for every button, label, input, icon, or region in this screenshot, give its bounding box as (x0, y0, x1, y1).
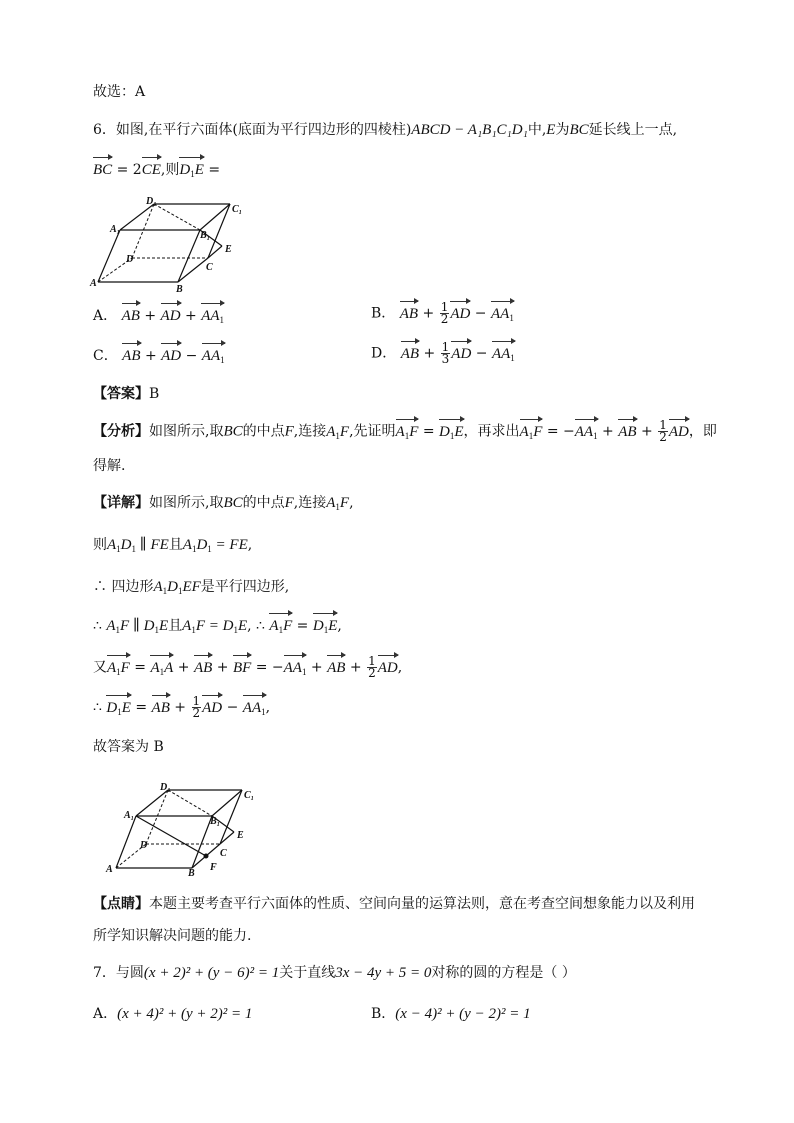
step1-text-a: 则 (93, 537, 107, 553)
fig2-label-d1: D₁ (160, 782, 171, 793)
fig1-edge-bb1 (178, 230, 200, 282)
analysis-text-7: 得解. (93, 458, 126, 474)
q6-option-d[interactable]: D． AB + $\frac{1}{3}$ AD − $AA_1$ (371, 340, 515, 366)
answer-value: B (149, 386, 160, 402)
q6-option-c[interactable]: C． AB + AD − $AA_1$ (93, 346, 225, 370)
q7-line-equation: 3x − 4y + 5 = 0 (335, 965, 432, 981)
fig2-label-b: B (188, 868, 195, 878)
option-d-label: D． (371, 345, 397, 362)
q7-option-a[interactable] (93, 1004, 252, 1024)
fig1-edge-b1c1 (200, 204, 230, 230)
detail-step-3: ∴ $A_1F$ ∥ $D_1E$且$A_1F = D_1E$, ∴ $A_1F = D_1E$, (93, 616, 342, 640)
fig1-label-b1: B₁ (200, 230, 211, 241)
fig2-label-e: E (237, 830, 244, 841)
q6-segment-bc: BC (569, 122, 589, 138)
q7-stem (93, 963, 576, 983)
q7-option-b-label: B． (371, 1006, 396, 1022)
q6-detail: 【详解】如图所示,取BC的中点F,连接$A_1F$, (93, 495, 354, 512)
analysis-text-3: ,连接 (293, 423, 327, 440)
step2-text-a: ∴ 四边形 (93, 579, 154, 595)
fig1-label-c1: C₁ (232, 204, 243, 215)
fig2-edge-b1c1 (212, 790, 242, 816)
option-b-label: B． (371, 305, 396, 322)
analysis-text-5: ，再求出 (463, 423, 520, 440)
analysis-tag: 【分析】 (93, 423, 149, 440)
q6-stem-text-2: 中, (527, 122, 547, 138)
q6-cond-then: ,则 (160, 162, 180, 178)
q6-stem-text-4: 延长线上一点, (588, 122, 678, 138)
detail-text-1: 如图所示,取 (149, 495, 224, 511)
q7-circle-equation: (x + 2)² + (y − 6)² = 1 (143, 965, 280, 981)
q7-option-a-label: A． (93, 1006, 118, 1022)
comment-text-1: 本题主要考查平行六面体的性质、空间向量的运算法则，意在考查空间想象能力以及利用 (149, 896, 695, 912)
q7-option-a-text: (x + 4)² + (y + 2)² = 1 (117, 1006, 253, 1022)
answer-tag: 【答案】 (93, 386, 149, 402)
detail-step-1: 则$A_1D_1$ ∥ FE且$A_1D_1$ = FE, (93, 537, 253, 554)
vector-bc: BC (93, 162, 113, 178)
comment-tag: 【点睛】 (93, 896, 149, 912)
fig1-label-a1: A₁ (110, 224, 121, 235)
fig2-hidden-d1b1 (168, 790, 212, 816)
parallelepiped-figure-2 (104, 782, 264, 878)
fig2-label-a: A (106, 864, 113, 875)
fig2-point-f (204, 854, 209, 859)
fig1-label-e: E (225, 244, 232, 255)
step4-text-a: 又 (93, 659, 107, 676)
fig1-label-b: B (176, 284, 183, 292)
q6-stem-text: 6．如图,在平行六面体(底面为平行四边形的四棱柱) (93, 122, 412, 138)
vector-d1e: $D_1E$ (179, 160, 204, 184)
q7-option-b[interactable] (371, 1004, 531, 1024)
step1-text-b: 且 (168, 537, 183, 553)
fig2-label-c: C (220, 848, 227, 859)
q6-cond-equals: = (208, 162, 221, 178)
q7-stem-text-2: 关于直线 (279, 965, 336, 981)
fig1-label-c: C (206, 262, 213, 273)
q6-answer (93, 384, 159, 404)
q7-stem-text-3: 对称的圆的方程是（ ） (431, 965, 576, 981)
fig1-edge-aa1 (98, 230, 120, 282)
q6-option-b[interactable]: B． AB + $\frac{1}{2}$ AD − $AA_1$ (371, 300, 514, 326)
fig1-edge-a1d1 (120, 204, 154, 230)
q6-point-e: E (546, 122, 556, 138)
fig1-label-d1: D₁ (146, 196, 157, 207)
detail-text-4: , (349, 495, 354, 511)
step3-text-a: ∴ (93, 618, 102, 634)
fig1-hidden-d1b1 (154, 204, 200, 230)
fig2-label-f: F (210, 862, 217, 873)
detail-text-3: ,连接 (293, 495, 327, 511)
fig1-label-a: A (90, 278, 97, 289)
analysis-text-4: ,先证明 (349, 423, 396, 440)
step5-text-a: ∴ (93, 699, 102, 716)
comment-text-2: 所学知识解决问题的能力. (93, 928, 252, 944)
fig2-label-a1: A₁ (124, 810, 135, 821)
step3-text-b: 且 (168, 618, 183, 634)
q6-conclusion: 故答案为 B (93, 739, 164, 755)
analysis-text-1: 如图所示,取 (149, 423, 224, 440)
q7-stem-text-1: 7．与圆 (93, 965, 144, 981)
q6-analysis: 【分析】如图所示,取BC的中点F,连接$A_1F$,先证明$A_1F = D_1E$，再求出$A_1F = -AA_1$ + AB + $\frac{1}{2}$ AD，即 (93, 418, 717, 444)
detail-text-2: 的中点 (242, 495, 285, 511)
detail-step-2: ∴ 四边形$A_1D_1EF$是平行四边形, (93, 579, 290, 596)
fig2-hidden-dd1 (146, 790, 168, 844)
fig2-edge-a1d1 (136, 790, 168, 816)
parallelepiped-figure-1 (88, 196, 258, 292)
q6-option-a[interactable]: A． AB + AD + $AA_1$ (93, 306, 224, 330)
fig2-label-c1: C₁ (244, 790, 255, 801)
detail-step-4: 又$A_1F = A_1A$ + AB + BF = $-AA_1$ + AB + $\frac{1}{2}$ AD, (93, 654, 403, 680)
fig2-label-b1: B₁ (210, 816, 221, 827)
q6-condition (93, 160, 220, 184)
fig2-label-d: D (140, 840, 148, 851)
option-c-label: C． (93, 348, 118, 364)
analysis-text-2: 的中点 (242, 423, 285, 440)
analysis-text-6: ，即 (688, 423, 717, 440)
q6-comment (93, 894, 695, 914)
previous-answer: 故选：A (93, 84, 146, 100)
q6-cond-eq: = 2 (116, 162, 142, 178)
fig1-label-d: D (126, 254, 134, 265)
option-a-label: A． (93, 308, 118, 324)
vector-ce: CE (141, 162, 161, 178)
step2-text-b: 是平行四边形, (200, 579, 290, 595)
detail-step-5: ∴ $D_1E$ = AB + $\frac{1}{2}$ AD − $AA_1$, (93, 694, 271, 720)
q6-stem (93, 120, 677, 140)
q6-solid-name: ABCD − A₁B₁C₁D₁ (411, 122, 528, 138)
detail-tag: 【详解】 (93, 495, 149, 511)
q7-option-b-text: (x − 4)² + (y − 2)² = 1 (395, 1006, 531, 1022)
q6-stem-text-3: 为 (555, 122, 570, 138)
